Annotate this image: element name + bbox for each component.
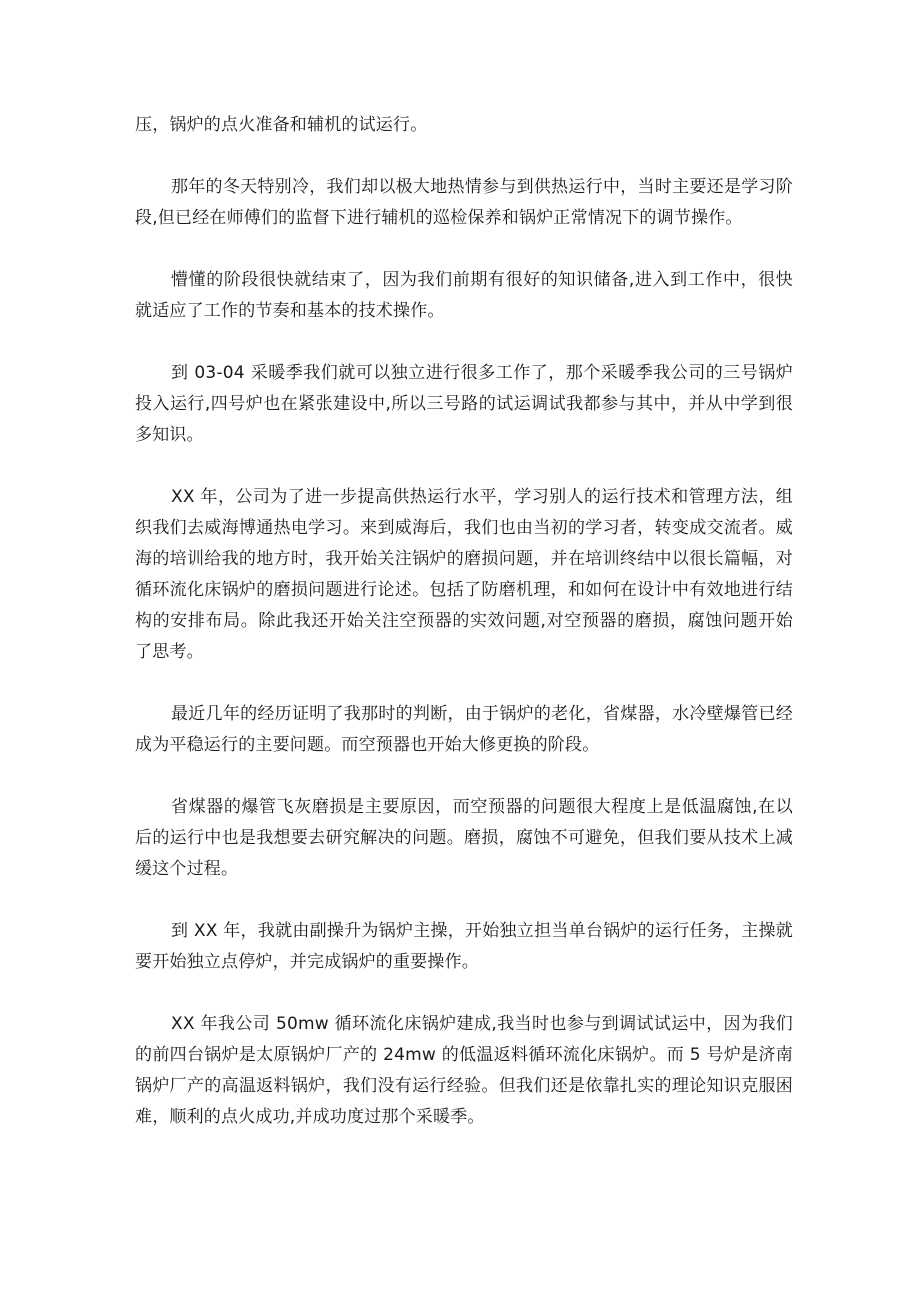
paragraph: XX 年我公司 50mw 循环流化床锅炉建成,我当时也参与到调试试运中，因为我们的前四台锅炉是太原锅炉厂产的 24mw 的低温返料循环流化床锅炉。而 5 号炉是济南锅炉厂产的高温返料锅炉，我们没有运行经验。但我们还是依靠扎实的理论知识克服困难，顺利的点火成功,并成功度过那个采暖季。: [135, 1014, 793, 1127]
paragraph: 那年的冬天特别冷，我们却以极大地热情参与到供热运行中，当时主要还是学习阶段,但已经在师傅们的监督下进行辅机的巡检保养和锅炉正常情况下的调节操作。: [135, 177, 793, 228]
paragraph: 最近几年的经历证明了我那时的判断，由于锅炉的老化，省煤器，水冷壁爆管已经成为平稳运行的主要问题。而空预器也开始大修更换的阶段。: [135, 704, 793, 755]
document-body: [135, 110, 793, 1164]
paragraph: 到 XX 年，我就由副操升为锅炉主操，开始独立担当单台锅炉的运行任务，主操就要开始独立点停炉，并完成锅炉的重要操作。: [135, 921, 793, 972]
paragraph: 到 03-04 采暖季我们就可以独立进行很多工作了，那个采暖季我公司的三号锅炉投入运行,四号炉也在紧张建设中,所以三号路的试运调试我都参与其中，并从中学到很多知识。: [135, 363, 793, 445]
paragraph: 省煤器的爆管飞灰磨损是主要原因，而空预器的问题很大程度上是低温腐蚀,在以后的运行中也是我想要去研究解决的问题。磨损，腐蚀不可避免，但我们要从技术上减缓这个过程。: [135, 797, 793, 879]
paragraph: 懵懂的阶段很快就结束了，因为我们前期有很好的知识储备,进入到工作中，很快就适应了工作的节奏和基本的技术操作。: [135, 270, 793, 321]
paragraph: XX 年，公司为了进一步提高供热运行水平，学习别人的运行技术和管理方法，组织我们去威海博通热电学习。来到威海后，我们也由当初的学习者，转变成交流者。威海的培训给我的地方时，我开始关注锅炉的磨损问题，并在培训终结中以很长篇幅，对循环流化床锅炉的磨损问题进行论述。包括了防磨机理，和如何在设计中有效地进行结构的安排布局。除此我还开始关注空预器的实效问题,对空预器的磨损，腐蚀问题开始了思考。: [135, 487, 793, 662]
paragraph: 压，锅炉的点火准备和辅机的试运行。: [135, 115, 428, 135]
